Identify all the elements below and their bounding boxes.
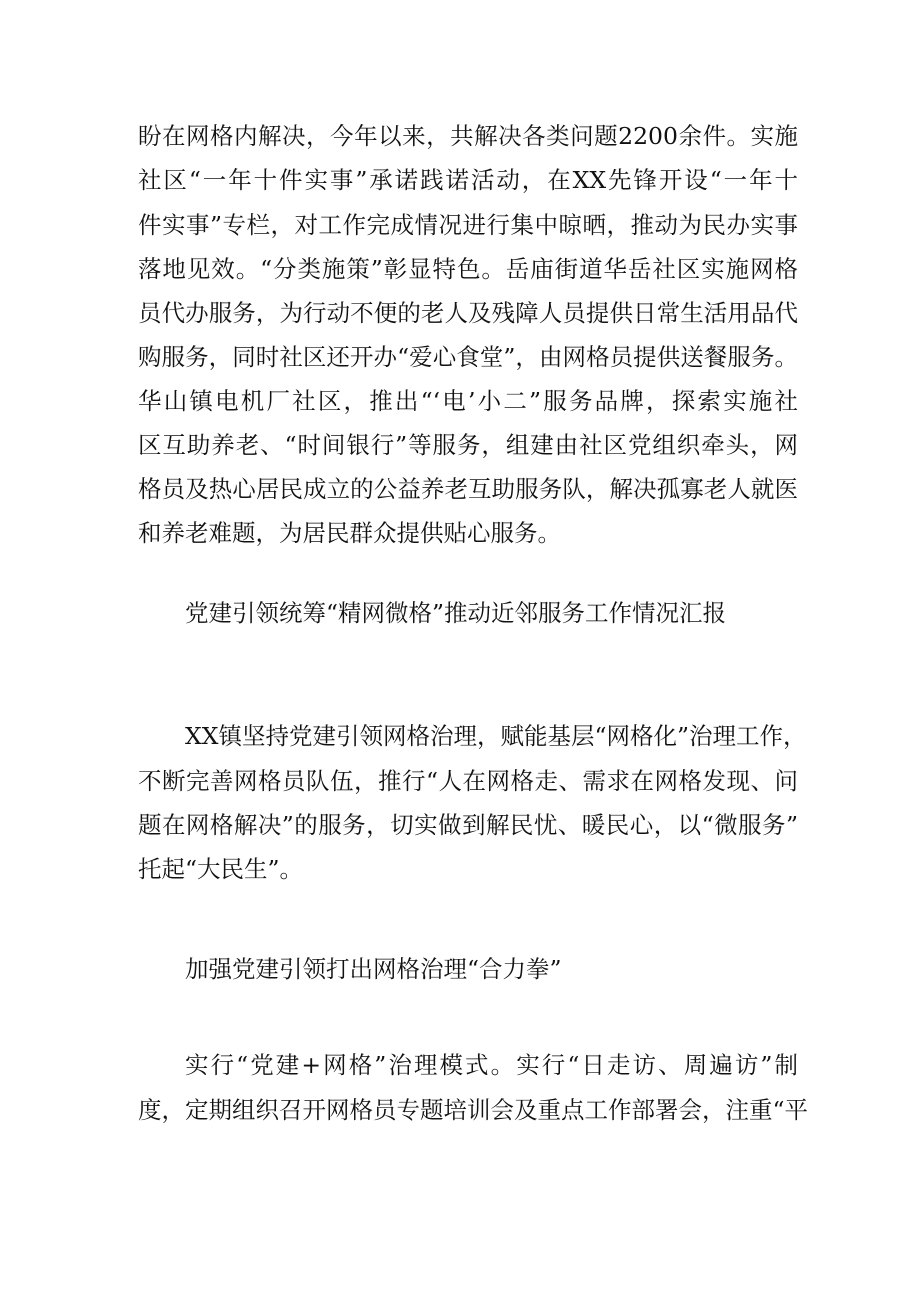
paragraph-line: 不断完善网格员队伍，推行“人在网格走、需求在网格发现、问 xyxy=(138,767,798,795)
paragraph-line: 件实事”专栏，对工作完成情况进行集中晾晒，推动为民办实事 xyxy=(138,211,798,239)
section-heading: 加强党建引领打出网格治理“合力拳” xyxy=(185,955,562,983)
paragraph-line: 盼在网格内解决，今年以来，共解决各类问题2200余件。实施 xyxy=(138,122,798,150)
paragraph-line: 实行“党建+网格”治理模式。实行“日走访、周遍访”制 xyxy=(185,1051,798,1079)
document-title: 党建引领统筹“精网微格”推动近邻服务工作情况汇报 xyxy=(185,599,727,627)
paragraph-line: 度，定期组织召开网格员专题培训会及重点工作部署会，注重“平 xyxy=(138,1096,809,1124)
paragraph-line: XX镇坚持党建引领网格治理，赋能基层“网格化”治理工作， xyxy=(185,722,807,750)
paragraph-line: 和养老难题，为居民群众提供贴心服务。 xyxy=(138,519,561,547)
paragraph-line: 社区“一年十件实事”承诺践诺活动，在XX先锋开设“一年十 xyxy=(138,166,798,194)
paragraph-line: 员代办服务，为行动不便的老人及残障人员提供日常生活用品代 xyxy=(138,299,798,327)
paragraph-line: 托起“大民生”。 xyxy=(138,855,304,883)
paragraph-line: 题在网格解决”的服务，切实做到解民忧、暖民心，以“微服务” xyxy=(138,811,798,839)
paragraph-line: 购服务，同时社区还开办“爱心食堂”，由网格员提供送餐服务。 xyxy=(138,343,798,371)
paragraph-line: 华山镇电机厂社区，推出“‘电’小二”服务品牌，探索实施社 xyxy=(138,387,798,415)
paragraph-line: 区互助养老、“时间银行”等服务，组建由社区党组织牵头，网 xyxy=(138,431,798,459)
paragraph-line: 落地见效。“分类施策”彰显特色。岳庙街道华岳社区实施网格 xyxy=(138,255,798,283)
paragraph-line: 格员及热心居民成立的公益养老互助服务队，解决孤寡老人就医 xyxy=(138,475,798,503)
